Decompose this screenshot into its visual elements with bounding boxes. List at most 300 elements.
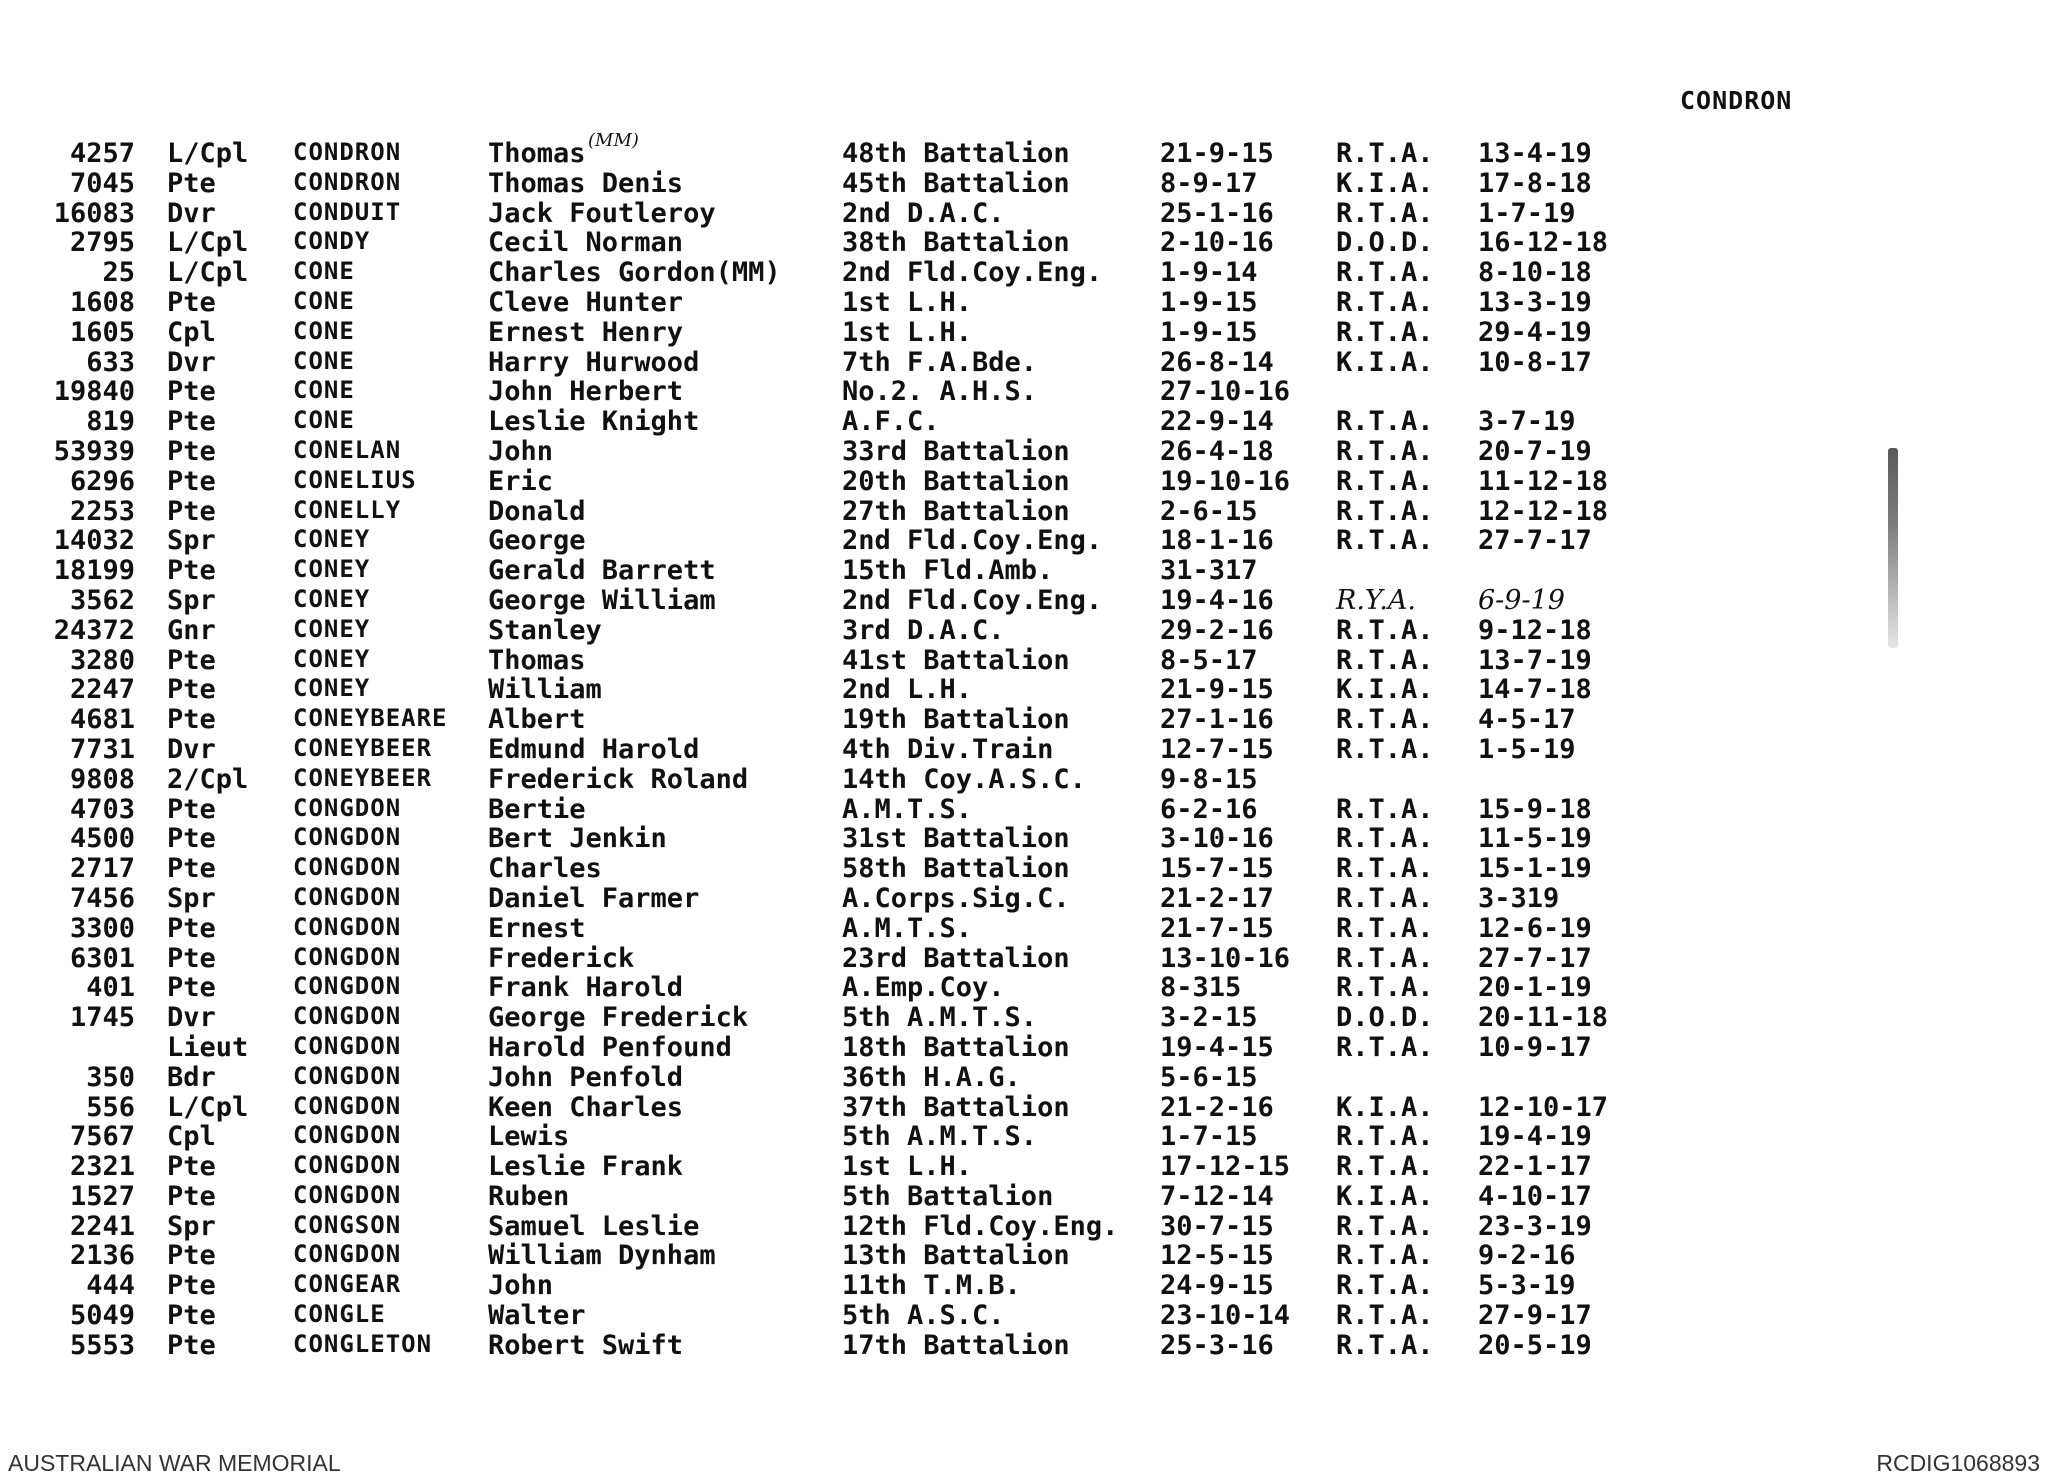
- surname: CONDUIT: [293, 197, 402, 226]
- rank: Pte: [167, 793, 216, 825]
- enlistment-date: 29-2-16: [1160, 614, 1274, 646]
- rank: Pte: [167, 823, 216, 855]
- table-row: [0, 1181, 2048, 1211]
- service-number: 2795: [69, 227, 135, 259]
- unit: 58th Battalion: [842, 853, 1070, 885]
- enlistment-date: 18-1-16: [1160, 525, 1274, 557]
- enlistment-date: 8-5-17: [1160, 644, 1258, 676]
- table-row: [0, 704, 2048, 734]
- service-number: 25: [102, 257, 135, 289]
- fate-date: 15-1-19: [1478, 853, 1592, 885]
- unit: A.Corps.Sig.C.: [842, 882, 1070, 914]
- unit: 31st Battalion: [842, 823, 1070, 855]
- unit: 1st L.H.: [842, 316, 973, 348]
- fate: D.O.D.: [1336, 1002, 1434, 1034]
- service-number: 6301: [69, 942, 135, 974]
- surname: CONGDON: [293, 1002, 402, 1031]
- unit: 36th H.A.G.: [842, 1061, 1021, 1093]
- service-number: 19840: [53, 376, 135, 408]
- given-names: Thomas: [488, 138, 586, 169]
- given-names: Donald: [488, 495, 586, 527]
- service-number: 3280: [69, 644, 135, 676]
- fate: R.T.A.: [1336, 912, 1434, 944]
- fate-date: 9-2-16: [1478, 1240, 1576, 1272]
- rank: Pte: [167, 286, 216, 318]
- fate: R.T.A.: [1336, 1240, 1434, 1272]
- table-row: [0, 555, 2048, 585]
- service-number: 53939: [53, 435, 135, 467]
- given-names: John: [488, 1270, 554, 1302]
- surname: CONGDON: [293, 972, 402, 1001]
- fate: R.T.A.: [1336, 286, 1434, 318]
- rank: Bdr: [167, 1061, 216, 1093]
- fate-date: 14-7-18: [1478, 674, 1592, 706]
- surname: CONGLE: [293, 1300, 386, 1329]
- fate: K.I.A.: [1336, 346, 1434, 378]
- given-names: Lewis: [488, 1121, 570, 1153]
- enlistment-date: 5-6-15: [1160, 1061, 1258, 1093]
- fate-date: 20-7-19: [1478, 435, 1592, 467]
- service-number: 350: [86, 1061, 135, 1093]
- given-names: Walter: [488, 1300, 586, 1332]
- surname: CONGDON: [293, 823, 402, 852]
- service-number: 5553: [69, 1329, 135, 1361]
- rank: Pte: [167, 435, 216, 467]
- enlistment-date: 6-2-16: [1160, 793, 1258, 825]
- service-number: 24372: [53, 614, 135, 646]
- unit: 5th A.S.C.: [842, 1300, 1005, 1332]
- enlistment-date: 2-10-16: [1160, 227, 1274, 259]
- given-names: Ernest: [488, 912, 586, 944]
- rank: Pte: [167, 1270, 216, 1302]
- unit: 1st L.H.: [842, 1151, 973, 1183]
- fate: R.Y.A.: [1336, 584, 1416, 616]
- fate: R.T.A.: [1336, 316, 1434, 348]
- fate-date: 19-4-19: [1478, 1121, 1592, 1153]
- fate-date: 16-12-18: [1478, 227, 1609, 259]
- rank: Dvr: [167, 346, 216, 378]
- unit: 4th Div.Train: [842, 733, 1054, 765]
- fate-date: 27-9-17: [1478, 1300, 1592, 1332]
- surname: CONEY: [293, 555, 371, 584]
- enlistment-date: 26-8-14: [1160, 346, 1274, 378]
- enlistment-date: 21-9-15: [1160, 674, 1274, 706]
- enlistment-date: 12-5-15: [1160, 1240, 1274, 1272]
- given-names: William Dynham: [488, 1240, 716, 1272]
- unit: 7th F.A.Bde.: [842, 346, 1038, 378]
- service-number: 16083: [53, 197, 135, 229]
- unit: 41st Battalion: [842, 644, 1070, 676]
- rank: Spr: [167, 525, 216, 557]
- service-number: 444: [86, 1270, 135, 1302]
- given-names: Samuel Leslie: [488, 1210, 700, 1242]
- enlistment-date: 23-10-14: [1160, 1300, 1291, 1332]
- service-number: 1608: [69, 286, 135, 318]
- fate-date: 1-5-19: [1478, 733, 1576, 765]
- given-names: Jack Foutleroy: [488, 197, 716, 229]
- fate-date: 10-8-17: [1478, 346, 1592, 378]
- rank: Spr: [167, 882, 216, 914]
- enlistment-date: 2-6-15: [1160, 495, 1258, 527]
- table-row: [0, 1151, 2048, 1181]
- surname: CONGSON: [293, 1210, 402, 1239]
- surname: CONE: [293, 286, 355, 315]
- ink-smudge: [1888, 448, 1898, 648]
- rank: Gnr: [167, 614, 216, 646]
- enlistment-date: 8-315: [1160, 972, 1242, 1004]
- service-number: 3562: [69, 584, 135, 616]
- table-row: [0, 913, 2048, 943]
- surname-index-tag: CONDRON: [1680, 86, 1793, 115]
- table-row: [0, 1092, 2048, 1122]
- table-row: [0, 130, 2048, 169]
- enlistment-date: 19-4-16: [1160, 584, 1274, 616]
- service-number: 1605: [69, 316, 135, 348]
- fate-date: 5-3-19: [1478, 1270, 1576, 1302]
- surname: CONGDON: [293, 1061, 402, 1090]
- unit: No.2. A.H.S.: [842, 376, 1038, 408]
- fate-date: 15-9-18: [1478, 793, 1592, 825]
- table-row: [0, 674, 2048, 704]
- fate: R.T.A.: [1336, 1270, 1434, 1302]
- given-names: Charles Gordon(MM): [488, 257, 781, 289]
- given-names: Gerald Barrett: [488, 555, 716, 587]
- unit: 33rd Battalion: [842, 435, 1070, 467]
- surname: CONE: [293, 406, 355, 435]
- service-number: 401: [86, 972, 135, 1004]
- given-names: Robert Swift: [488, 1329, 684, 1361]
- rank: Pte: [167, 704, 216, 736]
- fate-date: 11-5-19: [1478, 823, 1592, 855]
- unit: 2nd L.H.: [842, 674, 973, 706]
- service-number: 3300: [69, 912, 135, 944]
- rank: 2/Cpl: [167, 763, 249, 795]
- service-number: 2717: [69, 853, 135, 885]
- table-row: [0, 943, 2048, 973]
- table-row: [0, 436, 2048, 466]
- rank: Pte: [167, 1151, 216, 1183]
- surname: CONGDON: [293, 1031, 402, 1060]
- enlistment-date: 7-12-14: [1160, 1180, 1274, 1212]
- table-row: [0, 853, 2048, 883]
- enlistment-date: 1-9-15: [1160, 286, 1258, 318]
- unit: A.Emp.Coy.: [842, 972, 1005, 1004]
- service-number: 2241: [69, 1210, 135, 1242]
- rank: Pte: [167, 972, 216, 1004]
- unit: 27th Battalion: [842, 495, 1070, 527]
- fate-date: 11-12-18: [1478, 465, 1609, 497]
- surname: CONEYBEER: [293, 763, 433, 792]
- fate-date: 4-5-17: [1478, 704, 1576, 736]
- unit: 5th A.M.T.S.: [842, 1121, 1038, 1153]
- fate-date: 20-5-19: [1478, 1329, 1592, 1361]
- table-row: [0, 227, 2048, 257]
- fate: R.T.A.: [1336, 435, 1434, 467]
- fate-date: 10-9-17: [1478, 1031, 1592, 1063]
- table-row: [0, 287, 2048, 317]
- rank: Pte: [167, 1180, 216, 1212]
- service-number: 7731: [69, 733, 135, 765]
- rank: Spr: [167, 1210, 216, 1242]
- fate-date: 13-7-19: [1478, 644, 1592, 676]
- given-names: Bert Jenkin: [488, 823, 667, 855]
- given-names: Cecil Norman: [488, 227, 684, 259]
- service-number: 18199: [53, 555, 135, 587]
- rank: Pte: [167, 1240, 216, 1272]
- unit: 19th Battalion: [842, 704, 1070, 736]
- unit: A.M.T.S.: [842, 912, 973, 944]
- unit: 5th A.M.T.S.: [842, 1002, 1038, 1034]
- fate: R.T.A.: [1336, 823, 1434, 855]
- enlistment-date: 27-1-16: [1160, 704, 1274, 736]
- enlistment-date: 17-12-15: [1160, 1151, 1291, 1183]
- fate-date: 20-11-18: [1478, 1002, 1609, 1034]
- fate-date: 8-10-18: [1478, 257, 1592, 289]
- table-row: [0, 525, 2048, 555]
- given-names: Cleve Hunter: [488, 286, 684, 318]
- surname: CONGDON: [293, 793, 402, 822]
- fate: R.T.A.: [1336, 197, 1434, 229]
- enlistment-date: 21-7-15: [1160, 912, 1274, 944]
- fate: R.T.A.: [1336, 793, 1434, 825]
- given-names: Stanley: [488, 614, 602, 646]
- surname: CONEY: [293, 644, 371, 673]
- service-number: 2321: [69, 1151, 135, 1183]
- unit: 48th Battalion: [842, 138, 1070, 169]
- given-names: John Herbert: [488, 376, 684, 408]
- surname: CONGDON: [293, 942, 402, 971]
- fate: R.T.A.: [1336, 406, 1434, 438]
- enlistment-date: 19-10-16: [1160, 465, 1291, 497]
- enlistment-date: 9-8-15: [1160, 763, 1258, 795]
- fate: R.T.A.: [1336, 465, 1434, 497]
- unit: 3rd D.A.C.: [842, 614, 1005, 646]
- unit: 38th Battalion: [842, 227, 1070, 259]
- service-number: 9808: [69, 763, 135, 795]
- enlistment-date: 21-9-15: [1160, 138, 1274, 169]
- given-names: Charles: [488, 853, 602, 885]
- service-number: 7567: [69, 1121, 135, 1153]
- enlistment-date: 1-9-14: [1160, 257, 1258, 289]
- fate-date: 29-4-19: [1478, 316, 1592, 348]
- rank: Pte: [167, 1300, 216, 1332]
- unit: 15th Fld.Amb.: [842, 555, 1054, 587]
- surname: CONEYBEARE: [293, 704, 448, 733]
- rank: Pte: [167, 853, 216, 885]
- fate-date: 6-9-19: [1478, 584, 1565, 616]
- table-row: [0, 198, 2048, 228]
- surname: CONEYBEER: [293, 733, 433, 762]
- enlistment-date: 25-3-16: [1160, 1329, 1274, 1361]
- nominal-roll-list: [0, 130, 2048, 1361]
- service-number: 7456: [69, 882, 135, 914]
- fate: R.T.A.: [1336, 614, 1434, 646]
- surname: CONGDON: [293, 1121, 402, 1150]
- unit: 2nd D.A.C.: [842, 197, 1005, 229]
- given-names: Frank Harold: [488, 972, 684, 1004]
- rank: Cpl: [167, 316, 216, 348]
- unit: 12th Fld.Coy.Eng.: [842, 1210, 1119, 1242]
- service-number: 1745: [69, 1002, 135, 1034]
- rank: Pte: [167, 495, 216, 527]
- fate: R.T.A.: [1336, 495, 1434, 527]
- rank: Dvr: [167, 733, 216, 765]
- fate: D.O.D.: [1336, 227, 1434, 259]
- service-number: 2247: [69, 674, 135, 706]
- rank: Dvr: [167, 197, 216, 229]
- service-number: 4703: [69, 793, 135, 825]
- table-row: [0, 1211, 2048, 1241]
- given-names: Keen Charles: [488, 1091, 684, 1123]
- enlistment-date: 13-10-16: [1160, 942, 1291, 974]
- enlistment-date: 8-9-17: [1160, 167, 1258, 199]
- given-names: Eric: [488, 465, 554, 497]
- fate: R.T.A.: [1336, 882, 1434, 914]
- rank: L/Cpl: [167, 1091, 249, 1123]
- fate: K.I.A.: [1336, 167, 1434, 199]
- table-row: [0, 823, 2048, 853]
- rank: Pte: [167, 1329, 216, 1361]
- fate-date: 12-10-17: [1478, 1091, 1609, 1123]
- given-names: George: [488, 525, 586, 557]
- surname: CONGDON: [293, 912, 402, 941]
- surname: CONGDON: [293, 1240, 402, 1269]
- rank: L/Cpl: [167, 257, 249, 289]
- table-row: [0, 376, 2048, 406]
- surname: CONEY: [293, 584, 371, 613]
- rank: Pte: [167, 406, 216, 438]
- surname: CONDRON: [293, 167, 402, 196]
- rank: Pte: [167, 942, 216, 974]
- surname: CONELLY: [293, 495, 402, 524]
- rank: Pte: [167, 376, 216, 408]
- fate-date: 20-1-19: [1478, 972, 1592, 1004]
- fate-date: 27-7-17: [1478, 942, 1592, 974]
- given-names: Ernest Henry: [488, 316, 684, 348]
- fate: R.T.A.: [1336, 644, 1434, 676]
- table-row: [0, 734, 2048, 764]
- unit: 17th Battalion: [842, 1329, 1070, 1361]
- given-names: Harry Hurwood: [488, 346, 700, 378]
- given-names: Frederick Roland: [488, 763, 749, 795]
- table-row: [0, 794, 2048, 824]
- given-names: Daniel Farmer: [488, 882, 700, 914]
- given-names: Thomas Denis: [488, 167, 684, 199]
- fate: K.I.A.: [1336, 674, 1434, 706]
- fate: K.I.A.: [1336, 1091, 1434, 1123]
- table-row: [0, 466, 2048, 496]
- service-number: 1527: [69, 1180, 135, 1212]
- fate: R.T.A.: [1336, 1300, 1434, 1332]
- service-number: 556: [86, 1091, 135, 1123]
- given-names: William: [488, 674, 602, 706]
- enlistment-date: 3-2-15: [1160, 1002, 1258, 1034]
- unit: 37th Battalion: [842, 1091, 1070, 1123]
- fate-date: 13-3-19: [1478, 286, 1592, 318]
- table-row: [0, 1121, 2048, 1151]
- enlistment-date: 31-317: [1160, 555, 1258, 587]
- table-row: [0, 168, 2048, 198]
- fate-date: 27-7-17: [1478, 525, 1592, 557]
- fate-date: 3-7-19: [1478, 406, 1576, 438]
- unit: 45th Battalion: [842, 167, 1070, 199]
- unit: A.M.T.S.: [842, 793, 973, 825]
- surname: CONE: [293, 316, 355, 345]
- surname: CONEY: [293, 525, 371, 554]
- given-names: George Frederick: [488, 1002, 749, 1034]
- service-number: 2136: [69, 1240, 135, 1272]
- footer-source: AUSTRALIAN WAR MEMORIAL: [8, 1450, 341, 1476]
- surname: CONGDON: [293, 1180, 402, 1209]
- table-row: [0, 1330, 2048, 1360]
- surname: CONDY: [293, 227, 371, 256]
- rank: Pte: [167, 912, 216, 944]
- rank: Pte: [167, 674, 216, 706]
- unit: 5th Battalion: [842, 1180, 1054, 1212]
- fate: R.T.A.: [1336, 1210, 1434, 1242]
- enlistment-date: 27-10-16: [1160, 376, 1291, 408]
- unit: 2nd Fld.Coy.Eng.: [842, 257, 1103, 289]
- rank: Pte: [167, 644, 216, 676]
- fate: R.T.A.: [1336, 525, 1434, 557]
- service-number: 4500: [69, 823, 135, 855]
- table-row: [0, 1002, 2048, 1032]
- fate: R.T.A.: [1336, 853, 1434, 885]
- enlistment-date: 1-7-15: [1160, 1121, 1258, 1153]
- given-names: Leslie Frank: [488, 1151, 684, 1183]
- rank: Dvr: [167, 1002, 216, 1034]
- fate-date: 13-4-19: [1478, 138, 1592, 169]
- given-names: Thomas: [488, 644, 586, 676]
- rank: Spr: [167, 584, 216, 616]
- service-number: 4681: [69, 704, 135, 736]
- table-row: [0, 615, 2048, 645]
- fate-date: 17-8-18: [1478, 167, 1592, 199]
- fate: R.T.A.: [1336, 257, 1434, 289]
- surname: CONGDON: [293, 1151, 402, 1180]
- unit: 2nd Fld.Coy.Eng.: [842, 525, 1103, 557]
- enlistment-date: 26-4-18: [1160, 435, 1274, 467]
- fate: R.T.A.: [1336, 1031, 1434, 1063]
- enlistment-date: 19-4-15: [1160, 1031, 1274, 1063]
- rank: Pte: [167, 465, 216, 497]
- fate-date: 12-12-18: [1478, 495, 1609, 527]
- surname: CONGEAR: [293, 1270, 402, 1299]
- enlistment-date: 24-9-15: [1160, 1270, 1274, 1302]
- service-number: 14032: [53, 525, 135, 557]
- rank: Pte: [167, 167, 216, 199]
- fate: K.I.A.: [1336, 1180, 1434, 1212]
- fate-date: 12-6-19: [1478, 912, 1592, 944]
- table-row: [0, 406, 2048, 436]
- unit: A.F.C.: [842, 406, 940, 438]
- given-names: John Penfold: [488, 1061, 684, 1093]
- surname: CONGDON: [293, 853, 402, 882]
- enlistment-date: 21-2-17: [1160, 882, 1274, 914]
- fate: R.T.A.: [1336, 942, 1434, 974]
- enlistment-date: 22-9-14: [1160, 406, 1274, 438]
- given-names: John: [488, 435, 554, 467]
- fate: R.T.A.: [1336, 733, 1434, 765]
- surname: CONELIUS: [293, 465, 417, 494]
- fate: R.T.A.: [1336, 1329, 1434, 1361]
- enlistment-date: 25-1-16: [1160, 197, 1274, 229]
- service-number: 6296: [69, 465, 135, 497]
- unit: 14th Coy.A.S.C.: [842, 763, 1086, 795]
- surname: CONGDON: [293, 882, 402, 911]
- table-row: [0, 1062, 2048, 1092]
- fate: R.T.A.: [1336, 1121, 1434, 1153]
